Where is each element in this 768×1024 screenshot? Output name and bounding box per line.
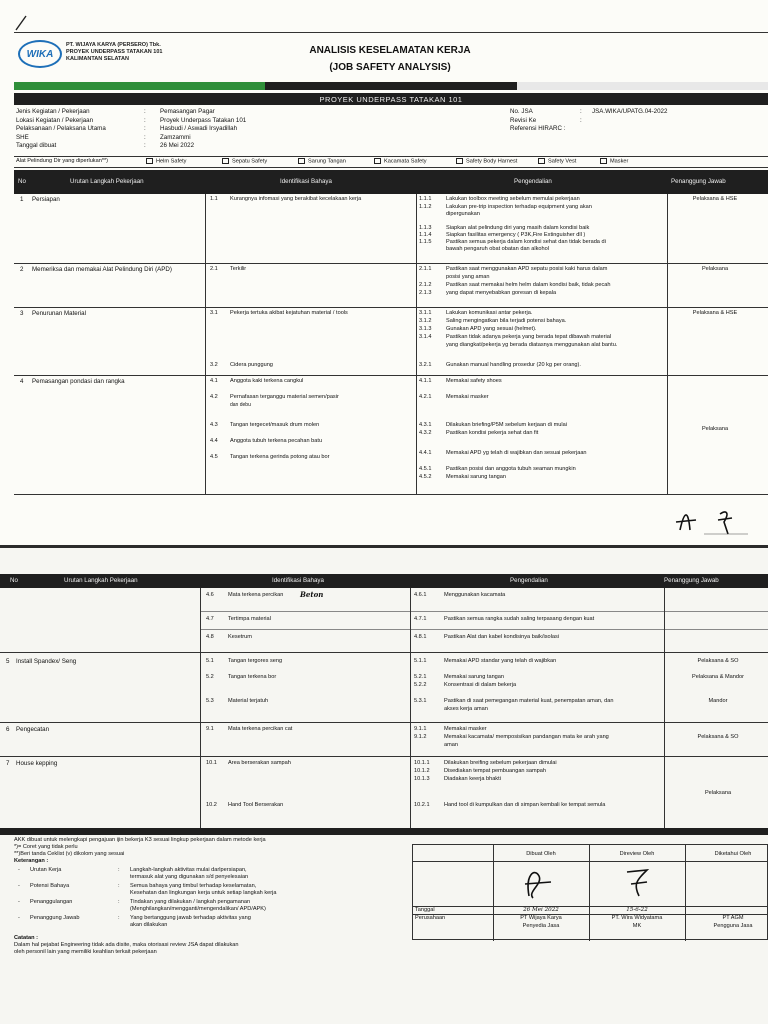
control-number: 4.3.2	[419, 430, 432, 436]
hazard-text: Area berserakan sampah	[228, 760, 291, 766]
note-line: *)= Coret yang tidak perlu	[14, 844, 78, 850]
control-number: 3.1.1	[419, 310, 432, 316]
control-number: 4.1.1	[419, 378, 432, 384]
hazard-number: 4.8	[206, 634, 214, 640]
apd-item: Sepatu Safety	[222, 158, 298, 165]
control-text: aman	[444, 742, 458, 748]
responsible: Pelaksana & SO	[697, 734, 739, 740]
control-text: Hand tool di kumpulkan dan di simpan kembali ke tempat semula	[444, 802, 606, 808]
hazard-number: 1.1	[210, 196, 218, 202]
info-value: Zamzammi	[160, 133, 191, 141]
control-text: Lakukan pre-trip inspection terhadap equipment yang akan	[446, 204, 592, 210]
legend-key: Penanggulangan	[30, 899, 73, 905]
tanggal-label: Tanggal	[415, 907, 435, 913]
control-text: Pastikan saat menggunakan APD sepatu posisi kaki harus dalam	[446, 266, 608, 272]
info-label: Tanggal dibuat	[16, 142, 57, 150]
apd-label: Alat Pelindung Dir yang diperlukan**)	[16, 158, 109, 165]
control-number: 4.2.1	[419, 394, 432, 400]
perusahaan-label: Perusahaan	[415, 915, 446, 921]
control-text: yang diangkat/pekerja yg berada diatasnya menggunakan alat bantu.	[446, 342, 618, 348]
info-row: Jenis Kegiatan / Pekerjaan : Pemasangan Pagar	[16, 108, 215, 115]
info-row: Revisi Ke :	[510, 116, 582, 124]
control-number: 4.4.1	[419, 450, 432, 456]
company-project: PROYEK UNDERPASS TATAKAN 101	[66, 49, 163, 55]
hazard-text: dan debu	[230, 402, 251, 408]
top-border	[14, 32, 768, 33]
control-text: yang dapat menyebabkan goresan di kepala	[446, 290, 557, 296]
control-text: Memakai sarung tangan	[444, 674, 505, 680]
step-name: House kepping	[16, 760, 58, 767]
hazard-text: Tangan tergores seng	[228, 658, 283, 664]
signoff-company: PT Wijaya Karya	[520, 915, 562, 921]
header-controls: Pengendalian	[514, 178, 552, 186]
step-number: 4	[20, 378, 24, 385]
company-region: KALIMANTAN SELATAN	[66, 56, 129, 62]
note-line: **)Beri tanda Ceklist (v) dikolom yang sesuai	[14, 851, 125, 857]
control-number: 10.1.1	[414, 760, 430, 766]
color-stripe	[14, 82, 768, 90]
info-value: JSA.WIKA/UPATG.04-2022	[592, 108, 668, 115]
hazard-text: Kesetrum	[228, 634, 252, 640]
company-block	[66, 42, 162, 63]
control-number: 4.8.1	[414, 634, 427, 640]
control-text: Lakukan komunikasi antar pekerja.	[446, 310, 533, 316]
legend-row: - Potensi Bahaya : Semua bahaya yang timbul terhadap keselamatan, Kesehatan dan lingkungan kerja untuk setiap langkah kerja	[18, 883, 277, 896]
keterangan-label: Keterangan :	[14, 858, 49, 864]
handwritten-note: Beton	[300, 590, 324, 599]
control-text: Memakai APD yg telah di wajibkan dan sesuai pekerjaan	[446, 450, 587, 456]
signoff-table	[412, 844, 768, 940]
control-number: 2.1.1	[419, 266, 432, 272]
info-label: Pelaksanaan / Pelaksana Utama	[16, 125, 106, 133]
responsible: Pelaksana & HSE	[692, 196, 738, 202]
info-label: No. JSA	[510, 108, 533, 115]
info-value: Pemasangan Pagar	[160, 108, 215, 115]
legend-value: Tindakan yang dilakukan / langkah pengamanan (Menghilangkan/mengganti/mengendalikan/ APD/APK)	[130, 899, 266, 912]
step-number: 2	[20, 266, 24, 273]
signoff-header: Diketahui Oleh	[714, 851, 752, 857]
step-number: 3	[20, 310, 24, 317]
step-number: 7	[6, 760, 10, 767]
apd-item: Sarung Tangan	[298, 158, 374, 165]
control-number: 4.7.1	[414, 616, 427, 622]
control-text: Pastikan tidak adanya pekerja yang berada tepat dibawah material	[446, 334, 612, 340]
checkbox-icon[interactable]	[146, 158, 153, 164]
hazard-text: Cidera punggung	[230, 362, 273, 368]
checkbox-icon[interactable]	[298, 158, 305, 164]
control-text: Dilakukan breifing sebelum pekerjaan dimulai	[444, 760, 557, 766]
control-text: Lakukan toolbox meeting sebelum memulai pekerjaan	[446, 196, 580, 202]
hazard-number: 4.5	[210, 454, 218, 460]
control-text: Gunakan APD yang sesuai (helmet).	[446, 326, 537, 332]
hazard-text: Mata terkena percikan	[228, 592, 284, 598]
responsible: Mandor	[708, 698, 728, 704]
signoff-company: PT AGM	[722, 915, 744, 921]
control-number: 9.1.2	[414, 734, 427, 740]
hazard-number: 2.1	[210, 266, 218, 272]
info-value: Hasbudi / Aswadi Irsyadillah	[160, 125, 238, 133]
control-text: Memakai APD standar yang telah di wajibkan	[444, 658, 557, 664]
step-name: Persiapan	[32, 196, 60, 203]
hazard-number: 4.4	[210, 438, 218, 444]
hazard-number: 5.1	[206, 658, 214, 664]
info-label: Revisi Ke	[510, 116, 537, 124]
hazard-text: Anggota kaki terkena cangkul	[230, 378, 304, 384]
company-name: PT. WIJAYA KARYA (PERSERO) Tbk.	[66, 42, 161, 48]
info-label: Jenis Kegiatan / Pekerjaan	[16, 108, 90, 115]
checkbox-icon[interactable]	[538, 158, 545, 164]
control-number: 1.1.5	[419, 239, 432, 245]
info-row: Tanggal dibuat : 26 Mei 2022	[16, 142, 195, 150]
info-row: SHE : Zamzammi	[16, 133, 191, 141]
catatan-line: oleh personil lain yang memiliki keahlian terkait pekerjaan	[14, 949, 157, 955]
apd-row	[16, 158, 766, 167]
control-number: 5.3.1	[414, 698, 427, 704]
hazard-number: 4.1	[210, 378, 218, 384]
control-number: 3.1.4	[419, 334, 432, 340]
info-value: Proyek Underpass Tatakan 101	[160, 116, 247, 124]
step-name: Memeriksa dan memakai Alat Pelindung Diri (APD)	[32, 266, 172, 273]
control-text: Pastikan di saat pemegangan material kuat, penempatan aman, dan	[444, 698, 614, 704]
control-text: Siapkan alat pelindung diri yang masih dalam kondisi baik	[446, 225, 590, 231]
control-text: Diadakan keerja bhakti	[444, 776, 501, 782]
hazard-number: 4.2	[210, 394, 218, 400]
hazard-number: 5.2	[206, 674, 214, 680]
legend-row: - Penanggulangan : Tindakan yang dilakukan / langkah pengamanan (Menghilangkan/mengganti/mengendalikan/ APD/APK)	[18, 899, 266, 912]
control-number: 4.5.1	[419, 466, 432, 472]
legend-row: - Penanggung Jawab : Yang bertanggung jawab terhadap aktivitas yang akan dilakukan	[18, 915, 251, 928]
project-bar: PROYEK UNDERPASS TATAKAN 101	[14, 93, 768, 105]
hazard-text: Terkilir	[230, 266, 247, 272]
legend-value: Yang bertanggung jawab terhadap aktivitas yang akan dilakukan	[130, 915, 251, 928]
hazard-text: Material terjatuh	[228, 698, 269, 704]
step-number: 6	[6, 726, 10, 733]
legend-key: Urutan Kerja	[30, 867, 62, 873]
control-text: Siapkan fasilitas emergency ( P3K,Fire Extinguisher dll )	[446, 232, 586, 238]
step-number: 5	[6, 658, 10, 665]
hazard-number: 4.7	[206, 616, 214, 622]
apd-item: Helm Safety	[146, 158, 222, 165]
wika-logo: WIKA	[18, 40, 62, 68]
control-text: Gunakan manual handling prosedur (20 kg per orang).	[446, 362, 581, 368]
info-value: 26 Mei 2022	[160, 142, 195, 150]
control-text: Pastikan posisi dan anggota tubuh seaman mungkin	[446, 466, 576, 472]
info-row	[510, 125, 760, 134]
control-number: 3.1.3	[419, 326, 432, 332]
control-text: Memakai sarung tangan	[446, 474, 507, 480]
control-text: Memakai masker	[444, 726, 487, 732]
catatan-line: Dalam hal pejabat Engineering tidak ada disite, maka otorisasi review JSA dapat dilakukan	[14, 942, 239, 948]
apd-item: Safety Vest	[538, 158, 600, 165]
corner-mark-icon	[14, 14, 28, 32]
hazard-text: Pernafasan terganggu material semen/pasir	[230, 394, 339, 400]
apd-item: Safety Body Harnest	[456, 158, 538, 165]
control-number: 10.1.2	[414, 768, 430, 774]
control-number: 10.1.3	[414, 776, 430, 782]
signoff-date: 15-6-22	[626, 907, 648, 913]
control-number: 3.2.1	[419, 362, 432, 368]
step-name: Pengecatan	[16, 726, 50, 733]
header-resp: Penanggung Jawab	[671, 178, 726, 186]
legend-key: Potensi Bahaya	[30, 883, 70, 889]
control-text: posisi yang aman	[446, 274, 490, 280]
control-number: 1.1.3	[419, 225, 432, 231]
step-number: 1	[20, 196, 24, 203]
signoff-role: MK	[632, 923, 642, 929]
info-row: Pelaksanaan / Pelaksana Utama : Hasbudi / Aswadi Irsyadillah	[16, 125, 238, 133]
control-text: Dilakukan briefing/P5M sebelum kerjaan di mulai	[446, 422, 567, 428]
info-label: Lokasi Kegiatan / Pekerjaan	[16, 116, 94, 124]
control-number: 3.1.2	[419, 318, 432, 324]
step-name: Install Spandex/ Seng	[16, 658, 77, 665]
legend-row: - Urutan Kerja : Langkah-langkah aktivitas mulai darlpersiapan, termasuk alat yang digunakan s/d penyelesaian	[18, 867, 249, 880]
info-label: Referensi HIRARC :	[510, 125, 566, 133]
catatan-label: Catatan :	[14, 935, 38, 941]
responsible: Pelaksana & Mandor	[692, 674, 744, 680]
hazard-text: Tangan terkena bor	[228, 674, 277, 680]
control-number: 1.1.4	[419, 232, 432, 238]
control-text: Disediakan tempat pembuangan sampah	[444, 768, 546, 774]
hazard-number: 3.1	[210, 310, 218, 316]
control-number: 2.1.2	[419, 282, 432, 288]
hazard-number: 5.3	[206, 698, 214, 704]
responsible: Pelaksana	[701, 266, 729, 272]
control-text: Memakai kacamata/ memposisikan pandangan mata ke arah yang	[444, 734, 609, 740]
control-number: 4.3.1	[419, 422, 432, 428]
control-text: Pastikan semua rangka sudah saling terpasang dengan kuat	[444, 616, 595, 622]
control-text: Konsentrasi di dalam bekerja	[444, 682, 517, 688]
apd-item: Kacamata Safety	[374, 158, 456, 165]
checkbox-icon[interactable]	[374, 158, 381, 164]
checkbox-icon[interactable]	[600, 158, 607, 164]
apd-item: Masker	[600, 158, 660, 165]
info-left	[16, 108, 416, 151]
responsible: Pelaksana	[701, 426, 729, 432]
hazard-number: 3.2	[210, 362, 218, 368]
header-steps: Urutan Langkah Pekerjaan	[70, 178, 144, 186]
hazard-number: 10.2	[206, 802, 217, 808]
control-number: 5.1.1	[414, 658, 427, 664]
hazard-number: 4.6	[206, 592, 214, 598]
control-text: Pastikan Alat dan kabel kondisinya baik/isolasi	[444, 634, 560, 640]
control-text: Pastikan semua pekerja dalam kondisi sehat dan tidak berada di	[446, 239, 606, 245]
responsible: Pelaksana & HSE	[692, 310, 738, 316]
hazard-number: 10.1	[206, 760, 217, 766]
info-row: No. JSA : JSA.WIKA/UPATG.04-2022	[510, 108, 668, 115]
step-name: Penurunan Material	[32, 310, 87, 317]
control-text: Saling mengingatkan bila terjadi potensi bahaya.	[446, 318, 567, 324]
hazard-text: Hand Tool Berserakan	[228, 802, 284, 808]
control-text: Menggunakan kacamata	[444, 592, 506, 598]
info-right	[510, 108, 760, 134]
control-text: Memakai masker	[446, 394, 489, 400]
control-number: 10.2.1	[414, 802, 430, 808]
signoff-header: Dibuat Oleh	[526, 851, 556, 857]
control-number: 4.6.1	[414, 592, 427, 598]
hazard-text: Mata terkena percikan cat	[228, 726, 293, 732]
signoff-role: Penyedia Jasa	[522, 923, 560, 929]
header-hazards: Identifikasi Bahaya	[280, 178, 332, 186]
hazard-text: Pekerja tertuka akibat kejatuhan material / tools	[230, 310, 348, 316]
control-text: Pastikan kondisi pekerja sehat dan fit	[446, 430, 539, 436]
responsible: Pelaksana & SO	[697, 658, 739, 664]
notes-block	[14, 837, 414, 956]
control-text: Memakai safety shoes	[446, 378, 502, 384]
signoff-role: Pengguna Jasa	[713, 923, 753, 929]
document-title: ANALISIS KESELAMATAN KERJA (JOB SAFETY ANALYSIS)	[309, 45, 471, 73]
note-line: AKK dibuat untuk melengkapi pengajuan ijin bekerja K3 sesuai lingkup pekerjaan dalam metode kerja	[14, 837, 266, 843]
hazard-text: Tertimpa material	[228, 616, 271, 622]
info-label: SHE	[16, 133, 29, 141]
legend-value: Langkah-langkah aktivitas mulai darlpersiapan, termasuk alat yang digunakan s/d penyelesaian	[130, 867, 249, 880]
control-number: 5.2.2	[414, 682, 427, 688]
signoff-company: PT. Wira Widyatama	[611, 915, 663, 921]
step-name: Pemasangan pondasi dan rangka	[32, 378, 125, 385]
control-text: bawah pengaruh obat obatan dan alkohol	[446, 246, 549, 252]
hazard-text: Tangan tergecet/masuk drum molen	[230, 422, 320, 428]
legend-value: Semua bahaya yang timbul terhadap keselamatan, Kesehatan dan lingkungan kerja untuk setiap langkah kerja	[130, 883, 277, 896]
responsible: Pelaksana	[704, 790, 732, 796]
control-number: 1.1.2	[419, 204, 432, 210]
signature-icon	[517, 862, 567, 906]
control-number: 2.1.3	[419, 290, 432, 296]
hazard-text: Tangan terkena gerinda potong atau bor	[230, 454, 330, 460]
info-row: Lokasi Kegiatan / Pekerjaan : Proyek Underpass Tatakan 101	[16, 116, 247, 124]
control-number: 9.1.1	[414, 726, 427, 732]
control-number: 5.2.1	[414, 674, 427, 680]
signature-mark-icon	[670, 500, 750, 540]
hazard-number: 4.3	[210, 422, 218, 428]
signoff-header: Direview Oleh	[619, 851, 655, 857]
checkbox-icon[interactable]	[222, 158, 229, 164]
table-header	[14, 170, 768, 194]
hazard-number: 9.1	[206, 726, 214, 732]
hazard-text: Anggota tubuh terkena pecahan batu	[230, 438, 323, 444]
control-text: dipergunakan	[446, 211, 480, 217]
signoff-date: 26 Mei 2022	[523, 907, 559, 913]
hazard-text: Kurangnya infomasi yang berakibat kecelakaan kerja	[230, 196, 362, 202]
control-number: 4.5.2	[419, 474, 432, 480]
header-no: No	[18, 178, 26, 186]
control-text: Pastikan saat memakai helm helm dalam kondisi baik, tidak pecah	[446, 282, 611, 288]
signature-icon	[613, 862, 663, 906]
document-page-2	[0, 548, 768, 1024]
control-number: 1.1.1	[419, 196, 432, 202]
table-header-2: No Urutan Langkah Pekerjaan Identifikasi Bahaya Pengendalian Penanggung Jawab	[0, 574, 768, 588]
legend-key: Penanggung Jawab	[30, 915, 80, 921]
control-text: akses kerja aman	[444, 706, 488, 712]
checkbox-icon[interactable]	[456, 158, 463, 164]
notes-separator	[0, 828, 768, 835]
